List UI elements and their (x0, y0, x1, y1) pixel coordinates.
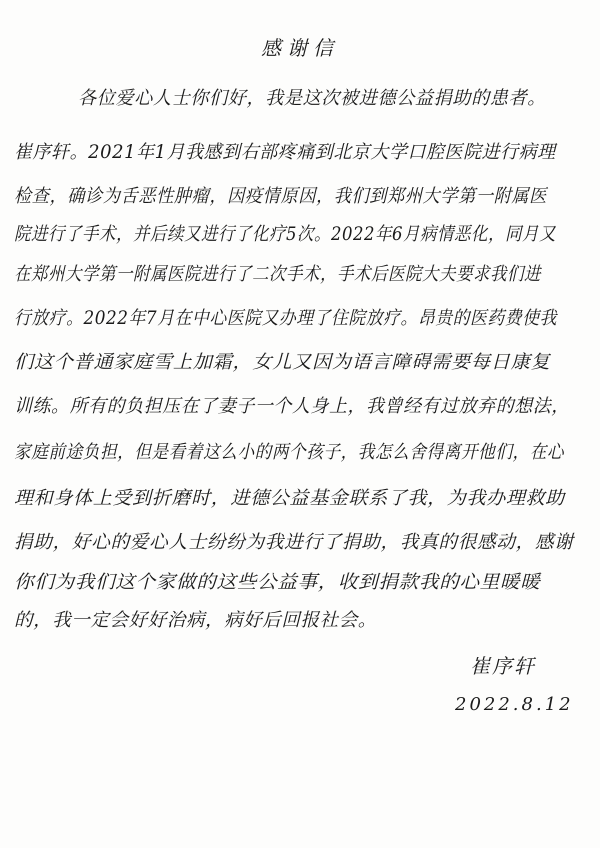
letter-line: 家庭前途负担，但是看着这么小的两个孩子，我怎么舍得离开他们，在心 (14, 442, 565, 463)
letter-line: 在郑州大学第一附属医院进行了二次手术，手术后医院大夫要求我们进 (14, 264, 541, 285)
letter-line: 行放疗。2022年7月在中心医院又办理了住院放疗。昂贵的医药费使我 (14, 308, 557, 329)
letter-line: 院进行了手术，并后续又进行了化疗5次。2022年6月病情恶化，同月又 (14, 224, 557, 245)
letter-line: 捐助，好心的爱心人士纷纷为我进行了捐助，我真的很感动，感谢 (14, 532, 574, 553)
signature: 崔序轩 (470, 654, 536, 678)
letter-line: 理和身体上受到折磨时，进德公益基金联系了我，为我办理救助 (14, 488, 565, 509)
letter-line: 检查，确诊为舌恶性肿瘤，因疫情原因，我们到郑州大学第一附属医 (14, 186, 547, 207)
letter-line: 训练。所有的负担压在了妻子一个人身上，我曾经有过放弃的想法， (14, 396, 570, 417)
letter-line: 崔序轩。2021年1月我感到右部疼痛到北京大学口腔医院进行病理 (14, 142, 556, 163)
letter-line: 各位爱心人士你们好，我是这次被进德公益捐助的患者。 (78, 88, 546, 109)
letter-line: 们这个普通家庭雪上加霜，女儿又因为语言障碍需要每日康复 (14, 352, 551, 373)
letter-line: 的，我一定会好好治病，病好后回报社会。 (14, 610, 377, 631)
letter-line: 你们为我们这个家做的这些公益事，收到捐款我的心里暖暖 (14, 572, 541, 593)
signature-date: 2022.8.12 (455, 694, 574, 715)
letter-title: 感谢信 (261, 36, 339, 60)
